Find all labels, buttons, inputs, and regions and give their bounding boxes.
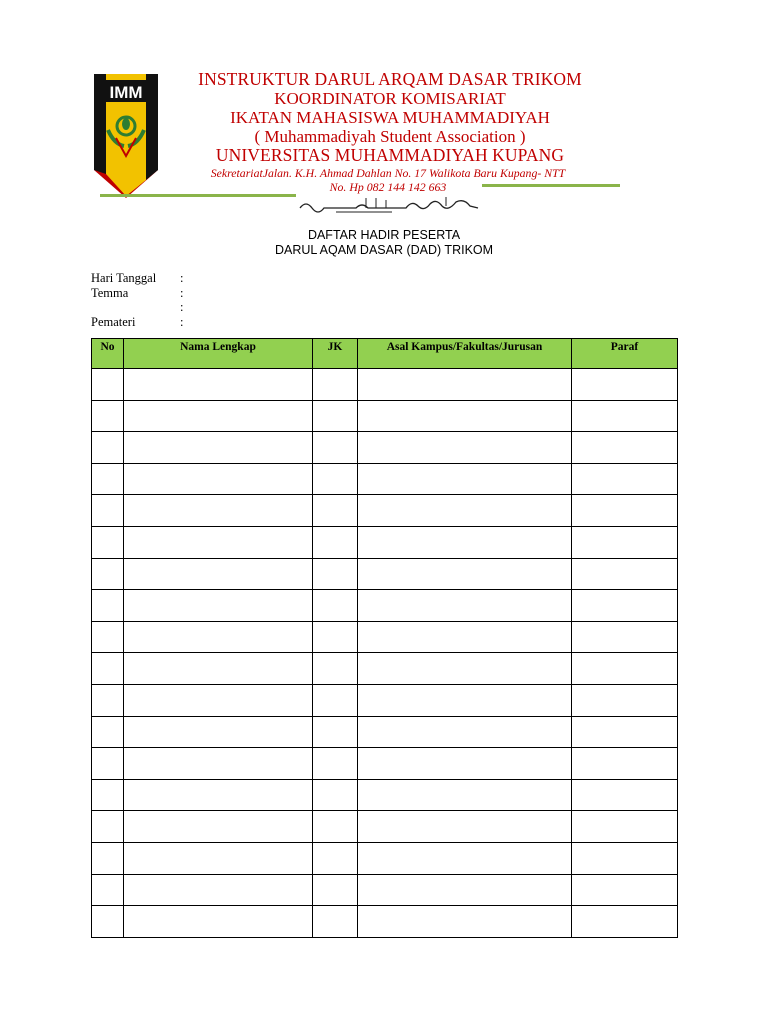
cell-jk[interactable] (313, 558, 358, 590)
header-divider-right (482, 184, 620, 187)
cell-no[interactable] (92, 621, 124, 653)
table-row (92, 590, 678, 622)
cell-no[interactable] (92, 748, 124, 780)
cell-paraf[interactable] (572, 779, 678, 811)
cell-no[interactable] (92, 779, 124, 811)
cell-asal[interactable] (358, 463, 572, 495)
header-line-3: IKATAN MAHASISWA MUHAMMADIYAH (230, 108, 550, 127)
cell-jk[interactable] (313, 684, 358, 716)
column-header-paraf: Paraf (572, 339, 678, 369)
table-row (92, 432, 678, 464)
cell-paraf[interactable] (572, 432, 678, 464)
cell-nama-lengkap[interactable] (124, 369, 313, 401)
table-row (92, 463, 678, 495)
cell-nama-lengkap[interactable] (124, 906, 313, 938)
address-block (150, 166, 626, 194)
table-row (92, 684, 678, 716)
cell-nama-lengkap[interactable] (124, 526, 313, 558)
cell-nama-lengkap[interactable] (124, 811, 313, 843)
header-line-2: KOORDINATOR KOMISARIAT (274, 89, 506, 108)
cell-no[interactable] (92, 842, 124, 874)
cell-nama-lengkap[interactable] (124, 748, 313, 780)
cell-asal[interactable] (358, 716, 572, 748)
cell-jk[interactable] (313, 811, 358, 843)
table-row (92, 811, 678, 843)
cell-paraf[interactable] (572, 400, 678, 432)
field-colon: : (180, 315, 184, 329)
table-row (92, 558, 678, 590)
cell-paraf[interactable] (572, 590, 678, 622)
cell-jk[interactable] (313, 400, 358, 432)
cell-no[interactable] (92, 874, 124, 906)
document-subtitle: DARUL AQAM DASAR (DAD) TRIKOM (274, 243, 494, 257)
cell-no[interactable] (92, 369, 124, 401)
cell-jk[interactable] (313, 432, 358, 464)
cell-asal[interactable] (358, 621, 572, 653)
cell-paraf[interactable] (572, 906, 678, 938)
header-divider-left (100, 194, 296, 197)
cell-asal[interactable] (358, 874, 572, 906)
field-colon: : (180, 300, 184, 314)
cell-paraf[interactable] (572, 811, 678, 843)
cell-nama-lengkap[interactable] (124, 495, 313, 527)
cell-asal[interactable] (358, 432, 572, 464)
table-row (92, 779, 678, 811)
cell-asal[interactable] (358, 526, 572, 558)
column-header-asal: Asal Kampus/Fakultas/Jurusan (358, 339, 572, 369)
cell-nama-lengkap[interactable] (124, 779, 313, 811)
cell-paraf[interactable] (572, 463, 678, 495)
table-row (92, 369, 678, 401)
cell-jk[interactable] (313, 748, 358, 780)
table-row (92, 653, 678, 685)
cell-asal[interactable] (358, 369, 572, 401)
cell-paraf[interactable] (572, 748, 678, 780)
field-colon: : (180, 286, 184, 300)
table-row (92, 400, 678, 432)
column-header-jk: JK (313, 339, 358, 369)
cell-no[interactable] (92, 432, 124, 464)
cell-nama-lengkap[interactable] (124, 590, 313, 622)
table-row (92, 621, 678, 653)
field-label-pemateri: Pemateri (91, 315, 136, 329)
address-text: SekretariatJalan. K.H. Ahmad Dahlan No. 17 Walikota Baru Kupang- NTT (210, 166, 566, 180)
cell-paraf[interactable] (572, 621, 678, 653)
cell-no[interactable] (92, 495, 124, 527)
cell-jk[interactable] (313, 874, 358, 906)
cell-jk[interactable] (313, 621, 358, 653)
cell-paraf[interactable] (572, 684, 678, 716)
cell-asal[interactable] (358, 779, 572, 811)
cell-asal[interactable] (358, 400, 572, 432)
cell-jk[interactable] (313, 369, 358, 401)
cell-no[interactable] (92, 716, 124, 748)
cell-nama-lengkap[interactable] (124, 653, 313, 685)
cell-jk[interactable] (313, 779, 358, 811)
header-line-1: INSTRUKTUR DARUL ARQAM DASAR TRIKOM (198, 69, 582, 89)
table-row (92, 716, 678, 748)
document-title: DAFTAR HADIR PESERTA (307, 228, 461, 242)
cell-jk[interactable] (313, 590, 358, 622)
cell-asal[interactable] (358, 906, 572, 938)
cell-paraf[interactable] (572, 874, 678, 906)
cell-jk[interactable] (313, 653, 358, 685)
table-row (92, 906, 678, 938)
cell-no[interactable] (92, 684, 124, 716)
cell-nama-lengkap[interactable] (124, 842, 313, 874)
cell-jk[interactable] (313, 842, 358, 874)
cell-no[interactable] (92, 463, 124, 495)
cell-asal[interactable] (358, 495, 572, 527)
cell-jk[interactable] (313, 495, 358, 527)
header-line-4: ( Muhammadiyah Student Association ) (254, 127, 526, 146)
cell-nama-lengkap[interactable] (124, 684, 313, 716)
field-label-temma: Temma (91, 286, 129, 300)
cell-nama-lengkap[interactable] (124, 400, 313, 432)
cell-no[interactable] (92, 590, 124, 622)
table-row (92, 874, 678, 906)
cell-asal[interactable] (358, 811, 572, 843)
cell-jk[interactable] (313, 463, 358, 495)
cell-asal[interactable] (358, 590, 572, 622)
table-header-row (92, 339, 678, 369)
table-row (92, 842, 678, 874)
table-row (92, 748, 678, 780)
cell-paraf[interactable] (572, 526, 678, 558)
cell-nama-lengkap[interactable] (124, 432, 313, 464)
cell-no[interactable] (92, 811, 124, 843)
cell-nama-lengkap[interactable] (124, 716, 313, 748)
cell-asal[interactable] (358, 558, 572, 590)
cell-no[interactable] (92, 558, 124, 590)
field-colon: : (180, 271, 184, 285)
cell-paraf[interactable] (572, 558, 678, 590)
cell-paraf[interactable] (572, 369, 678, 401)
cell-nama-lengkap[interactable] (124, 463, 313, 495)
phone-text: No. Hp 082 144 142 663 (329, 180, 447, 194)
organization-header (160, 70, 620, 165)
cell-paraf[interactable] (572, 842, 678, 874)
column-header-nama-lengkap: Nama Lengkap (124, 339, 313, 369)
imm-logo (94, 74, 158, 198)
cell-jk[interactable] (313, 716, 358, 748)
cell-nama-lengkap[interactable] (124, 621, 313, 653)
cell-nama-lengkap[interactable] (124, 874, 313, 906)
cell-jk[interactable] (313, 526, 358, 558)
column-header-no: No (92, 339, 124, 369)
cell-no[interactable] (92, 653, 124, 685)
attendance-table (91, 338, 678, 938)
cell-nama-lengkap[interactable] (124, 558, 313, 590)
cell-asal[interactable] (358, 842, 572, 874)
cell-asal[interactable] (358, 748, 572, 780)
cell-asal[interactable] (358, 684, 572, 716)
cell-paraf[interactable] (572, 716, 678, 748)
cell-no[interactable] (92, 906, 124, 938)
cell-paraf[interactable] (572, 495, 678, 527)
table-row (92, 495, 678, 527)
cell-jk[interactable] (313, 906, 358, 938)
cell-paraf[interactable] (572, 653, 678, 685)
cell-asal[interactable] (358, 653, 572, 685)
calligraphy-icon (296, 194, 482, 216)
field-label-hari-tanggal: Hari Tanggal (91, 271, 157, 285)
cell-no[interactable] (92, 526, 124, 558)
cell-no[interactable] (92, 400, 124, 432)
logo-text: IMM (109, 83, 143, 102)
table-row (92, 526, 678, 558)
header-line-5: UNIVERSITAS MUHAMMADIYAH KUPANG (215, 145, 565, 165)
